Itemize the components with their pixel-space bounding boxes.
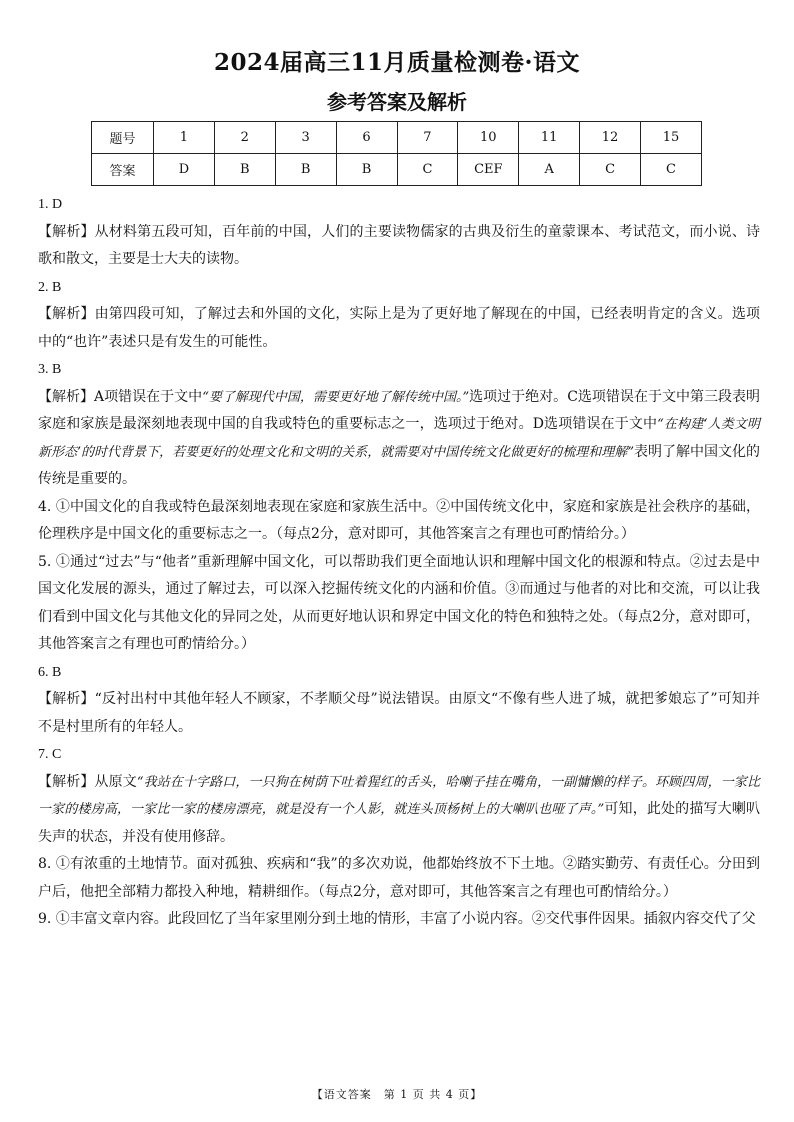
table-header-cell: 题号 <box>92 122 154 154</box>
table-cell: 1 <box>154 122 215 154</box>
table-row-answers <box>92 154 702 186</box>
question-1-answer: 1. D <box>38 197 63 212</box>
quoted-text: “要了解现代中国，需要更好地了解传统中国。” <box>202 389 470 405</box>
answer-content <box>38 191 760 934</box>
table-cell: 15 <box>641 122 702 154</box>
table-cell: 10 <box>458 122 519 154</box>
answer-table <box>91 121 702 186</box>
table-cell: 7 <box>397 122 458 154</box>
question-6-explanation: 【解析】“反衬出村中其他年轻人不顾家，不孝顺父母”说法错误。由原文“不像有些人进了城，就把爹娘忘了”可知并不是村里所有的年轻人。 <box>38 691 760 735</box>
question-2-explanation: 【解析】由第四段可知，了解过去和外国的文化，实际上是为了更好地了解现在的中国，已经表明肯定的含义。选项中的“也许”表述只是有发生的可能性。 <box>38 306 760 350</box>
explanation-text: 【解析】A项错误在于文中 <box>38 388 203 405</box>
table-cell: CEF <box>458 154 519 186</box>
table-cell: B <box>214 154 275 186</box>
question-3-answer: 3. B <box>38 362 62 377</box>
table-cell: B <box>336 154 397 186</box>
table-cell: C <box>641 154 702 186</box>
table-cell: A <box>519 154 580 186</box>
explanation-text: 可知，此处的描写大喇叭失声的状态，并没有使用修辞。 <box>38 801 761 845</box>
quoted-text: “我站在十字路口，一只狗在树荫下吐着猩红的舌头，哈喇子挂在嘴角，一副慵懒的样子。环顾四周，一家比一家的楼房高，一家比一家的楼房漂亮，就是没有一个人影，就连头顶杨树上的大喇叭也哑了声。” <box>38 774 760 817</box>
question-6-answer: 6. B <box>38 664 62 680</box>
question-3-explanation <box>38 384 760 494</box>
question-1-explanation: 【解析】从材料第五段可知，百年前的中国，人们的主要读物儒家的古典及衍生的童蒙课本、考试范文，而小说、诗歌和散文，主要是士大夫的读物。 <box>38 223 760 267</box>
question-7-explanation <box>38 769 760 852</box>
table-cell: 2 <box>214 122 275 154</box>
table-cell: D <box>154 154 215 186</box>
table-row-numbers <box>92 122 702 154</box>
question-5-answer: 5. ①通过“过去”与“他者”重新理解中国文化，可以帮助我们更全面地认识和理解中国文化的根源和特点。②过去是中国文化发展的源头，通过了解过去，可以深入挖掘传统文化的内涵和价值。③而通过与他者的对比和交流，可以让我们看到中国文化与其他文化的异同之处，从而更好地认识和界定中国文化的特色和独特之处。（每点2分，意对即可，其他答案言之有理也可酌情给分。） <box>38 553 760 652</box>
quoted-text: “在构建‘人类文明新形态’的时代背景下，若要更好的处理文化和文明的关系，就需要对中国传统文化做更好的梳理和理解” <box>38 417 760 460</box>
table-cell: C <box>580 154 641 186</box>
question-2-answer: 2. B <box>38 279 62 295</box>
table-cell: B <box>275 154 336 186</box>
question-9-answer: 9. ①丰富文章内容。此段回忆了当年家里刚分到土地的情形，丰富了小说内容。②交代事件因果。插叙内容交代了父 <box>38 911 756 927</box>
table-cell: C <box>397 154 458 186</box>
table-header-cell: 答案 <box>92 154 154 186</box>
explanation-text: 表明了解中国文化的传统是重要的。 <box>38 443 761 487</box>
table-cell: 12 <box>580 122 641 154</box>
explanation-text: 选项过于绝对。C选项错误在于文中第三段表明家庭和家族是最深刻地表现中国的自我或特色的重要标志之一，选项过于绝对。D选项错误在于文中 <box>38 388 760 432</box>
table-cell: 6 <box>336 122 397 154</box>
explanation-text: 【解析】从原文 <box>38 773 137 790</box>
page-subtitle: 参考答案及解析 <box>327 90 467 114</box>
table-cell: 11 <box>519 122 580 154</box>
question-8-answer: 8. ①有浓重的土地情节。面对孤独、疾病和“我”的多次劝说，他都始终放不下土地。②踏实勤劳、有责任心。分田到户后，他把全部精力都投入种地，精耕细作。（每点2分，意对即可，其他答案言之有理也可酌情给分。） <box>38 856 760 900</box>
page-title: 2024届高三11月质量检测卷·语文 <box>213 49 581 76</box>
table-cell: 3 <box>275 122 336 154</box>
question-4-answer: 4. ①中国文化的自我或特色最深刻地表现在家庭和家族生活中。②中国传统文化中，家庭和家族是社会秩序的基础，伦理秩序是中国文化的重要标志之一。（每点2分，意对即可，其他答案言之有理也可酌情给分。） <box>38 498 760 542</box>
question-7-answer: 7. C <box>38 747 62 762</box>
page-footer: 【语文答案 第 1 页 共 4 页】 <box>311 1088 483 1101</box>
